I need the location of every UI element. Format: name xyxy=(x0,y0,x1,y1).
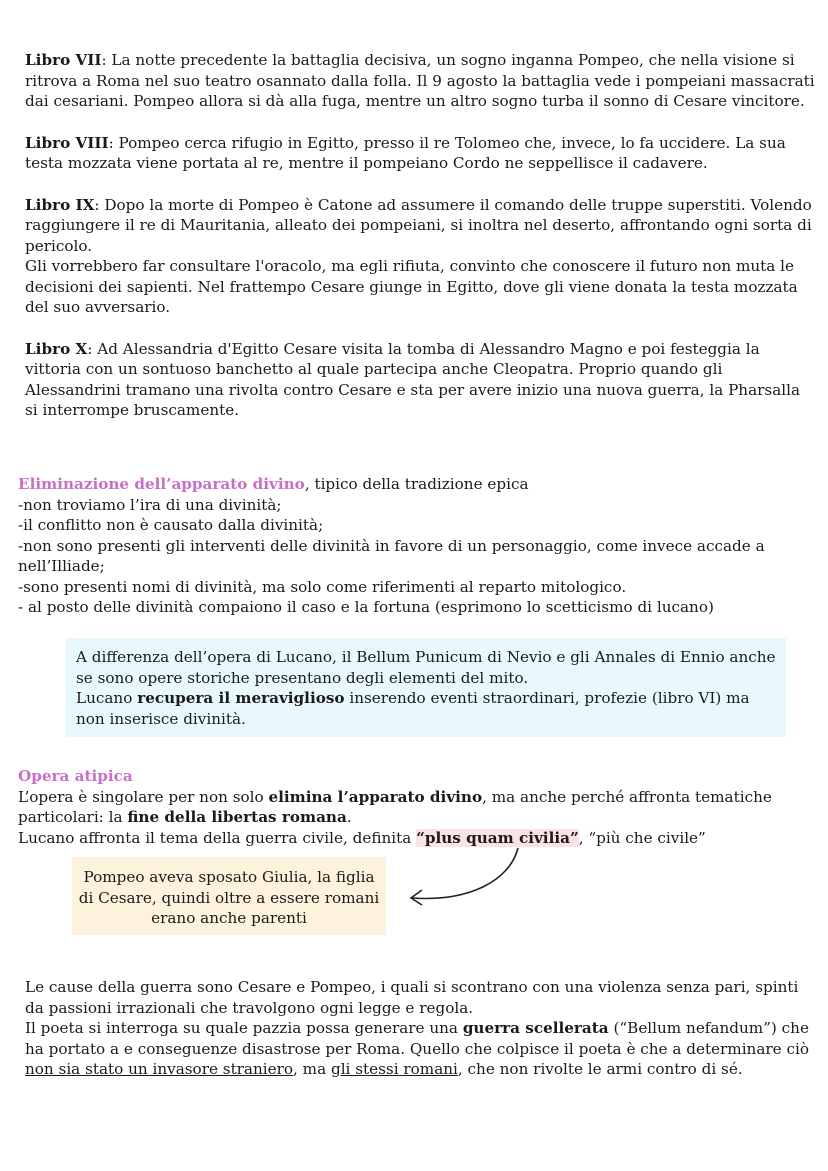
atipica-text-d: Lucano affronta il tema della guerra civile, definita xyxy=(18,828,417,847)
libro-x-text: : Ad Alessandria d'Egitto Cesare visita la tomba di Alessandro Magno e poi festeggia la vittoria con un sontuoso banchetto al quale partecipa anche Cleopatra. Proprio quando gli Alessandrini tramano una rivolta contro Cesare e sta per avere inizio una nuova guerra, la Pharsalla si interrompe bruscamente. xyxy=(25,339,801,419)
atipica-paragraph-1 xyxy=(18,787,818,828)
parenti-note-text: Pompeo aveva sposato Giulia, la figlia di Cesare, quindi oltre a essere romani erano anche parenti xyxy=(78,868,380,927)
libro-ix-text: : Dopo la morte di Pompeo è Catone ad assumere il comando delle truppe superstiti. Volendo raggiungere il re di Mauritania, alleato dei pompeiani, si inoltra nel deserto, affrontando ogni sorta di pericolo. xyxy=(25,195,812,255)
divine-item: -non troviamo l’ira di una divinità; xyxy=(18,495,282,514)
mito-note-bold: recupera il meraviglioso xyxy=(137,689,345,707)
libro-vii-text: : La notte precedente la battaglia decisiva, un sogno inganna Pompeo, che nella visione si ritrova a Roma nel suo teatro osannato dalla folla. Il 9 agosto la battaglia vede i pompeiani massacrati dai cesariani. Pompeo allora si dà alla fuga, mentre un altro sogno turba il sonno di Cesare vincitore. xyxy=(25,51,815,110)
atipica-section xyxy=(18,766,818,848)
libri-section xyxy=(25,50,815,442)
cause-underline-2: gli stessi romani xyxy=(330,1060,458,1078)
libro-viii-text: : Pompeo cerca rifugio in Egitto, presso il re Tolomeo che, invece, lo fa uccidere. La sua testa mozzata viene portata al re, mentre il pompeiano Cordo ne seppellisce il cadavere. xyxy=(25,133,786,172)
cause-text-a: Il poeta si interroga su quale pazzia possa generare una xyxy=(25,1019,463,1037)
parenti-note-box xyxy=(72,857,386,935)
cause-text-c: , ma xyxy=(293,1060,331,1078)
atipica-bold-2: fine della libertas romana xyxy=(127,808,347,826)
libro-x-title: Libro X xyxy=(25,339,88,358)
divine-item: -non sono presenti gli interventi delle divinità in favore di un personaggio, come invece accade a nell’Illiade; xyxy=(18,536,765,575)
guerra-scellerata: guerra scellerata xyxy=(462,1019,609,1037)
divine-item: - al posto delle divinità compaiono il caso e la fortuna (esprimono lo scetticismo di lucano) xyxy=(18,598,714,616)
atipica-text-e: , “più che civile” xyxy=(578,828,706,847)
plus-quam-civilia: “plus quam civilia” xyxy=(416,828,579,847)
divine-heading-line xyxy=(18,474,818,495)
mito-note-text-b: inserendo eventi straordinari, profezie (libro VI) ma non inserisce divinità. xyxy=(76,689,750,728)
divine-heading-rest: , tipico della tradizione epica xyxy=(304,475,529,493)
libro-viii-paragraph xyxy=(25,133,815,174)
cause-text-d: , che non rivolte le armi contro di sé. xyxy=(457,1060,743,1078)
atipica-text-a: L’opera è singolare per non solo xyxy=(18,787,269,806)
atipica-text-c: . xyxy=(346,808,352,826)
atipica-text-b: , ma anche perché affronta tematiche particolari: la xyxy=(18,787,772,826)
arrow-icon xyxy=(400,840,530,910)
cause-paragraph-2 xyxy=(25,1018,815,1080)
atipica-heading: Opera atipica xyxy=(18,767,133,785)
libro-ix-text-2: Gli vorrebbero far consultare l'oracolo, ma egli rifiuta, convinto che conoscere il futuro non muta le decisioni dei sapienti. Nel frattempo Cesare giunge in Egitto, dove gli viene donata la testa mozzata del suo avversario. xyxy=(25,257,798,316)
mito-note-box xyxy=(66,638,786,737)
libro-vii-paragraph xyxy=(25,50,815,112)
cause-section xyxy=(25,977,815,1080)
divine-item: -il conflitto non è causato dalla divinità; xyxy=(18,516,324,534)
libro-x-paragraph xyxy=(25,339,815,421)
libro-vii-title: Libro VII xyxy=(25,51,102,69)
libro-viii-title: Libro VIII xyxy=(25,133,109,152)
mito-note-text-a: Lucano xyxy=(76,689,138,707)
libro-ix-paragraph xyxy=(25,195,815,318)
mito-note-line-2 xyxy=(76,688,776,729)
libro-ix-title: Libro IX xyxy=(25,195,95,214)
atipica-bold-1: elimina l’apparato divino xyxy=(268,787,483,806)
divine-heading: Eliminazione dell’apparato divino xyxy=(18,475,305,493)
cause-paragraph-1: Le cause della guerra sono Cesare e Pompeo, i quali si scontrano con una violenza senza pari, spinti da passioni irrazionali che travolgono ogni legge e regola. xyxy=(25,978,799,1017)
mito-note-line-1: A differenza dell’opera di Lucano, il Bellum Punicum di Nevio e gli Annales di Ennio anche se sono opere storiche presentano degli elementi del mito. xyxy=(76,648,776,687)
cause-underline-1: non sia stato un invasore straniero xyxy=(25,1060,294,1078)
cause-text-b: (“Bellum nefandum”) che ha portato a e conseguenze disastrose per Roma. Quello che colpisce il poeta è che a determinare ciò xyxy=(25,1019,809,1058)
divine-item: -sono presenti nomi di divinità, ma solo come riferimenti al reparto mitologico. xyxy=(18,577,627,596)
divine-section xyxy=(18,474,818,618)
